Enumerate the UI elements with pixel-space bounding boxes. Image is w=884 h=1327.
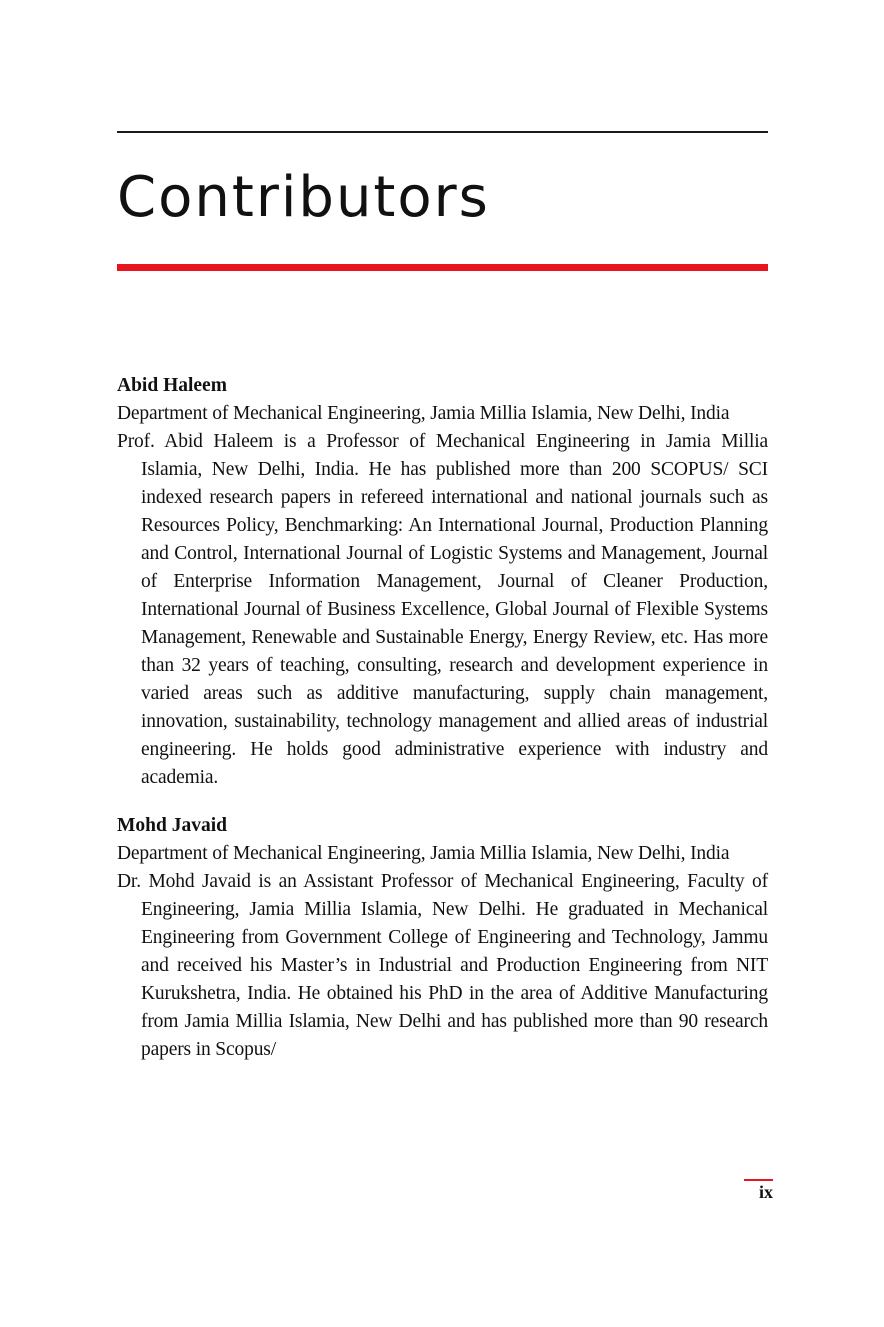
contributor-name: Abid Haleem — [117, 375, 227, 396]
contributor-entry — [117, 372, 768, 792]
contributor-bio: Dr. Mohd Javaid is an Assistant Professor of Mechanical Engineering, Faculty of Engineering, Jamia Millia Islamia, New Delhi. He graduated in Mechanical Engineering from Government College of Engineering and Technology, Jammu and received his Master’s in Industrial and Production Engineering from NIT Kurukshetra, India. He obtained his PhD in the area of Additive Manufacturing from Jamia Millia Islamia, New Delhi and has published more than 90 research papers in Scopus/ — [117, 871, 768, 1060]
page-number: ix — [758, 1182, 773, 1202]
contributor-affiliation: Department of Mechanical Engineering, Jamia Millia Islamia, New Delhi, India — [117, 843, 730, 864]
chapter-title: Contributors — [117, 165, 490, 230]
top-rule — [117, 131, 768, 133]
contributor-entry — [117, 812, 768, 1064]
contributor-bio: Prof. Abid Haleem is a Professor of Mechanical Engineering in Jamia Millia Islamia, New Delhi, India. He has published more than 200 SCOPUS/ SCI indexed research papers in refereed international and national journals such as Resources Policy, Benchmarking: An International Journal, Production Planning and Control, International Journal of Logistic Systems and Management, Journal of Enterprise Information Management, Journal of Cleaner Production, International Journal of Business Excellence, Global Journal of Flexible Systems Management, Renewable and Sustainable Energy, Energy Review, etc. Has more than 32 years of teaching, consulting, research and development experience in varied areas such as additive manufacturing, supply chain management, innovation, sustainability, technology management and allied areas of industrial engineering. He holds good administrative experience with industry and academia. — [117, 431, 768, 788]
contributor-name: Mohd Javaid — [117, 815, 227, 836]
contributor-affiliation: Department of Mechanical Engineering, Jamia Millia Islamia, New Delhi, India — [117, 403, 730, 424]
title-underline-rule — [117, 264, 768, 271]
contributor-list — [117, 372, 768, 1084]
